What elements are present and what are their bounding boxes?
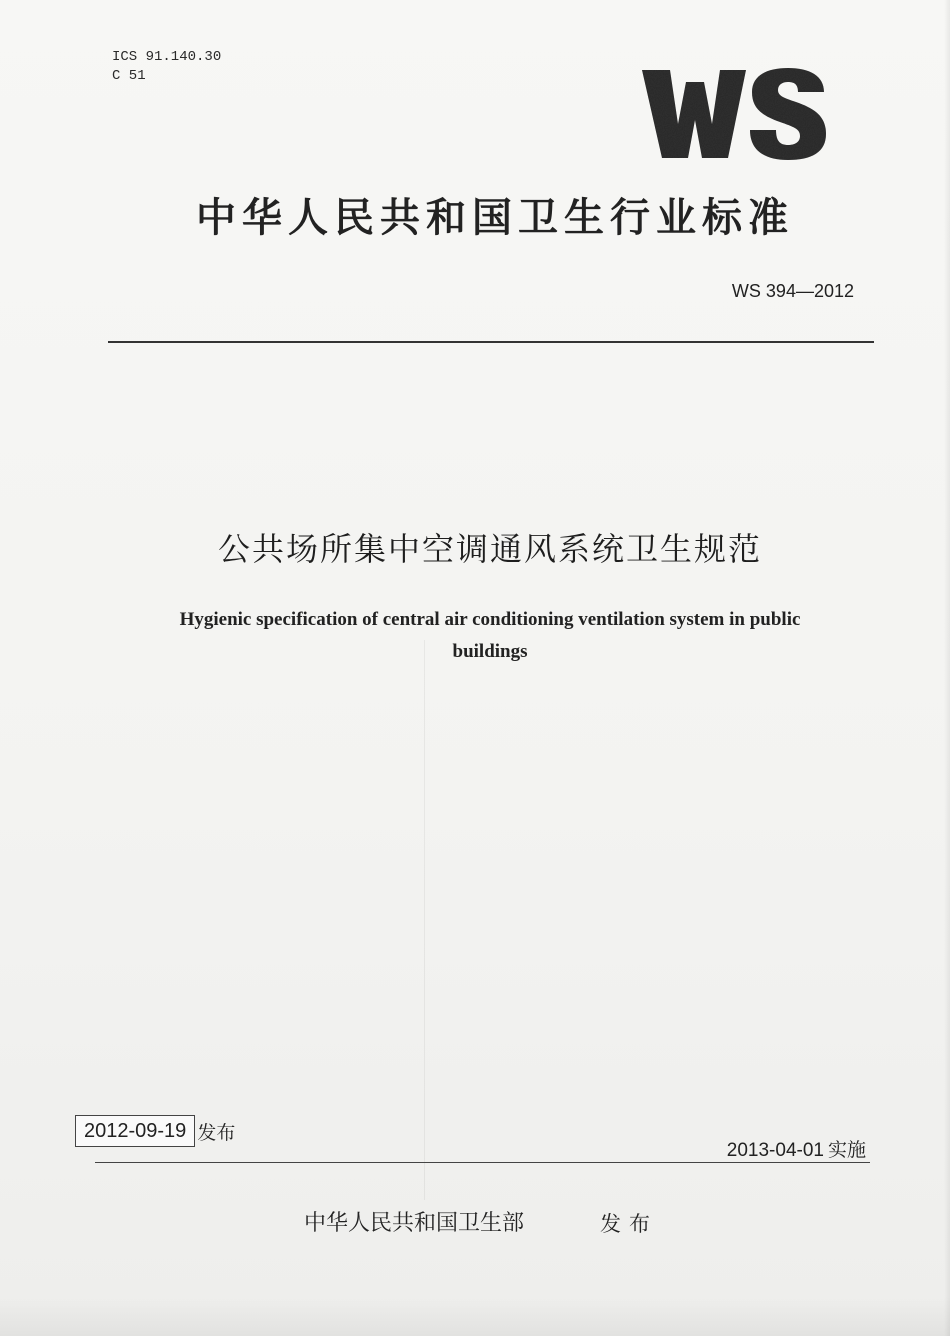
publisher-action: 发布	[600, 1212, 658, 1236]
logo-letter-s	[750, 68, 826, 160]
header-divider	[108, 341, 874, 343]
document-title-cn: 公共场所集中空调通风系统卫生规范	[217, 530, 762, 568]
document-title-en: Hygienic specification of central air conditioning ventilation system in public buildings	[179, 609, 801, 662]
effective-label: 实施	[827, 1139, 866, 1161]
standard-category-title: 中华人民共和国卫生行业标准	[196, 195, 794, 241]
ics-code: ICS 91.140.30	[112, 49, 222, 65]
ws-logo	[640, 62, 830, 162]
ccs-code: C 51	[112, 68, 146, 84]
standard-code: WS 394—2012	[731, 281, 854, 301]
issue-date: 2012-09-19	[75, 1115, 195, 1147]
classification-codes	[112, 48, 221, 86]
logo-letter-w	[642, 70, 746, 158]
scan-fold-line	[424, 640, 425, 1200]
footer-divider	[95, 1162, 870, 1163]
issue-date-block	[75, 1115, 235, 1147]
issue-label: 发布	[197, 1122, 236, 1144]
scan-bottom-shadow	[0, 1296, 950, 1336]
effective-date-block	[727, 1135, 866, 1162]
effective-date: 2013-04-01	[726, 1140, 824, 1161]
publisher-name: 中华人民共和国卫生部	[304, 1211, 525, 1236]
